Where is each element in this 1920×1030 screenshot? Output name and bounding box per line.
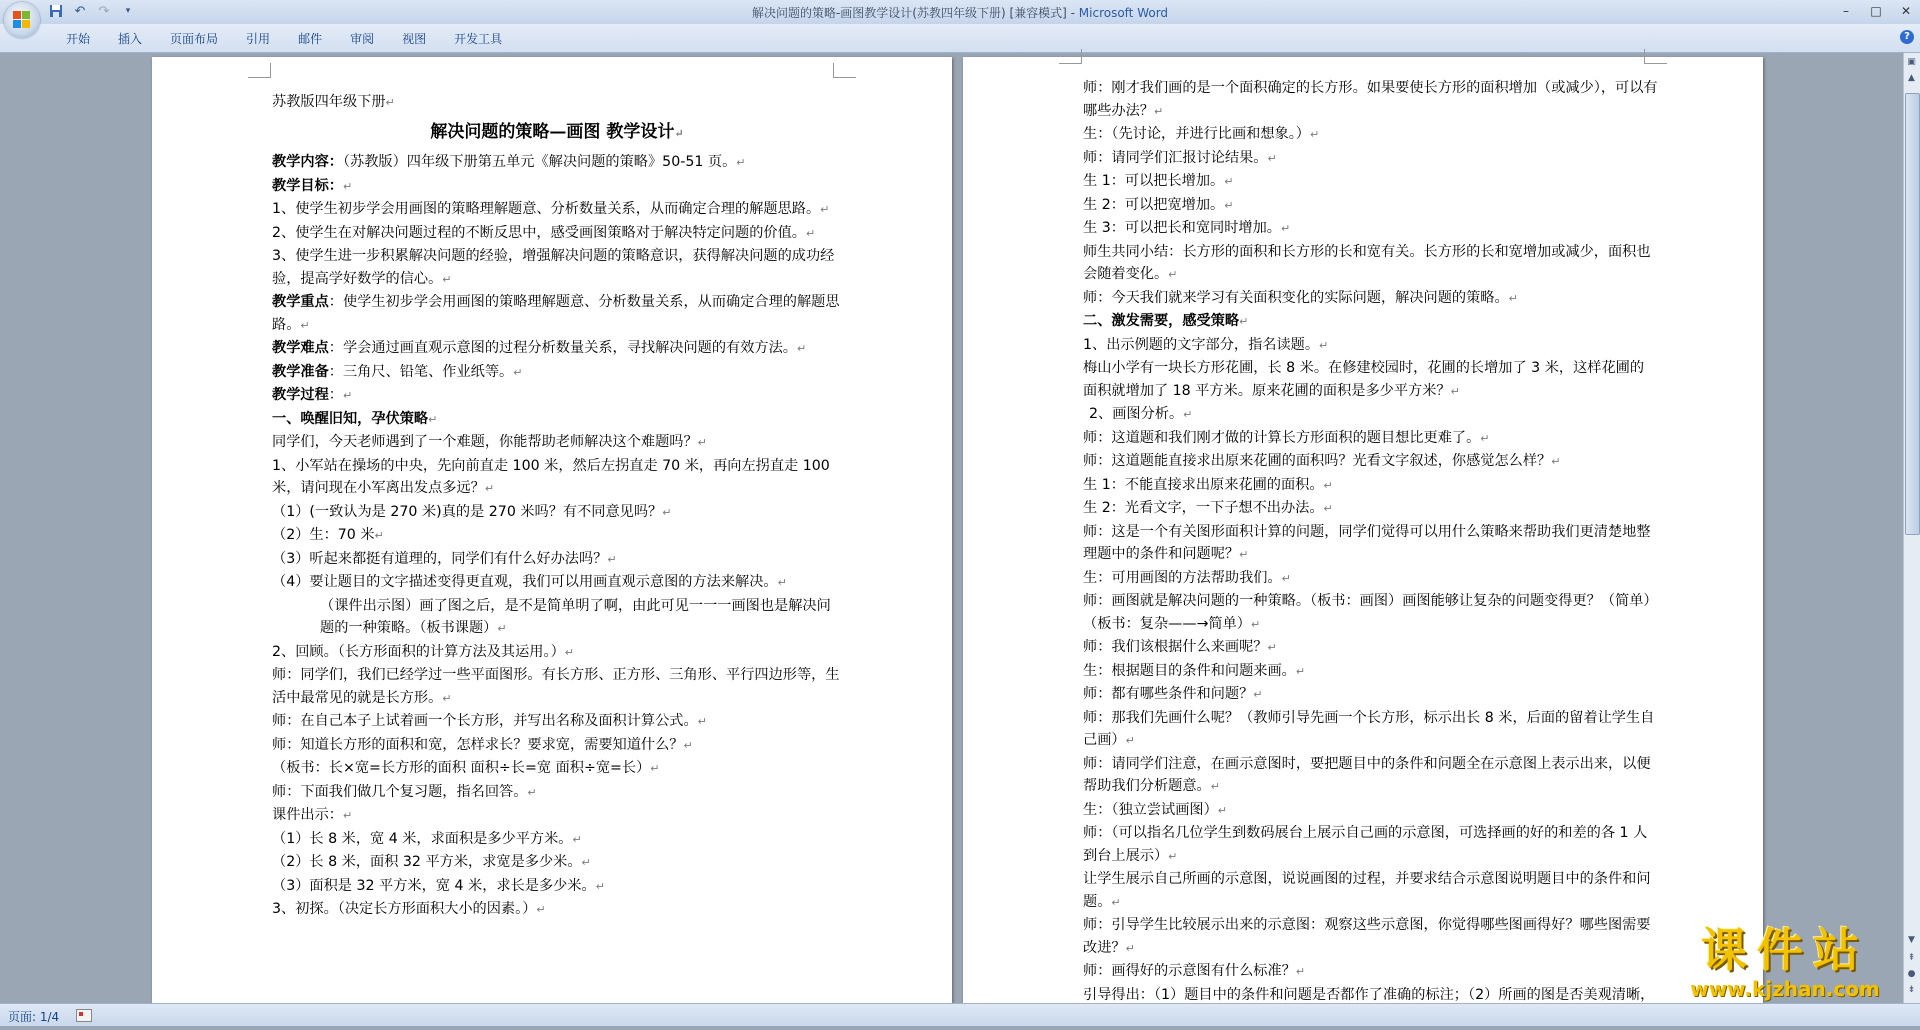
next-page-icon[interactable]: ⇟ xyxy=(1907,985,1916,995)
paragraph-bold-text: 教学重点 xyxy=(272,294,329,310)
paragraph xyxy=(272,291,842,337)
paragraph-text: 2、回顾。（长方形面积的计算方法及其运用。） xyxy=(272,643,565,660)
paragraph xyxy=(272,757,842,781)
paragraph-text: 生：可用画图的方法帮助我们。 xyxy=(1083,569,1282,586)
paragraph xyxy=(272,151,842,175)
paragraph-text: 师：下面我们做几个复习题，指名回答。 xyxy=(272,783,528,800)
paragraph-text: 生：（独立尝试画图） xyxy=(1083,801,1218,818)
paragraph-bold-text: 教学目标： xyxy=(272,177,343,194)
paragraph-text: ：三角尺、铅笔、作业纸等。 xyxy=(328,363,514,380)
paragraph-text: （课件出示图）画了图之后，是不是简单明了啊，由此可见一一一画图也是解决问题的一种策略。（板书课题） xyxy=(320,597,831,636)
paragraph-text: 1、出示例题的文字部分，指名读题。 xyxy=(1083,336,1320,353)
paragraph-bold-text: 教学过程 xyxy=(272,387,329,403)
paragraph-bold-text: 教学难点 xyxy=(272,340,329,356)
paragraph-text: 师：（可以指名几位学生到数码展台上展示自己画的示意图，可选择画的好的和差的各 1 人到台上展示） xyxy=(1083,825,1648,864)
paragraph xyxy=(1083,194,1658,218)
document-title-heading: 解决问题的策略—画图 教学设计↵ xyxy=(430,121,684,142)
paragraph-mark-icon: ↵ xyxy=(1125,734,1135,747)
paragraph-text: 让学生展示自己所画的示意图，说说画图的过程，并要求结合示意图说明题目中的条件和问题。 xyxy=(1083,871,1651,910)
tab-mailings[interactable]: 邮件 xyxy=(298,32,323,46)
paragraph-text: 生 1：不能直接求出原来花圃的面积。 xyxy=(1083,476,1324,493)
maximize-icon[interactable]: □ xyxy=(1870,4,1882,18)
paragraph-text: 生：根据题目的条件和问题来画。 xyxy=(1083,662,1296,679)
paragraph xyxy=(1083,357,1658,403)
paragraph-mark-icon: ↵ xyxy=(662,505,672,519)
paragraph-mark-icon: ↵ xyxy=(1450,384,1460,398)
app-name: Microsoft Word xyxy=(1078,6,1169,20)
paragraph-mark-icon: ↵ xyxy=(1224,175,1234,188)
paragraph-text: 2、使学生在对解决问题过程的不断反思中，感受画图策略对于解决特定问题的价值。 xyxy=(272,224,806,241)
watermark-url: www.kjzhan.com xyxy=(1690,977,1880,1001)
document-area xyxy=(0,53,1904,1003)
paragraph xyxy=(272,898,842,922)
paragraph xyxy=(1083,217,1658,241)
paragraph-text: ： xyxy=(328,387,343,403)
paragraph-text: （2）生：70 米 xyxy=(272,527,375,543)
paragraph-mark-icon: ↵ xyxy=(1224,198,1234,212)
paragraph xyxy=(1083,799,1658,823)
paragraph xyxy=(272,804,842,828)
undo-icon[interactable]: ↶ xyxy=(74,3,86,19)
paragraph-mark-icon: ↵ xyxy=(796,342,807,355)
paragraph xyxy=(272,710,842,734)
paragraph xyxy=(1083,147,1658,171)
paragraph-text: 生 1：可以把长增加。 xyxy=(1083,173,1225,189)
previous-page-icon[interactable]: ⇞ xyxy=(1907,953,1916,963)
paragraph-text: 师：画图就是解决问题的一种策略。（板书：画图）画图能够让复杂的问题变得更？（简单）（板书：复杂——→简单） xyxy=(1083,593,1658,632)
paragraph-text: 师：刚才我们画的是一个面积确定的长方形。如果要使长方形的面积增加（或减少），可以有哪些办法？ xyxy=(1083,80,1658,119)
paragraph xyxy=(272,875,842,899)
paragraph-mark-icon: ↵ xyxy=(1168,849,1178,863)
paragraph-mark-icon: ↵ xyxy=(697,715,707,728)
paragraph-text: 师：同学们，我们已经学过一些平面图形。有长方形、正方形、三角形、平行四边形等，生活中最常见的就是长方形。 xyxy=(272,667,840,706)
paragraph-mark-icon: ↵ xyxy=(820,203,830,216)
paragraph-mark-icon: ↵ xyxy=(1281,571,1291,585)
scrollbar-thumb[interactable] xyxy=(1905,93,1920,535)
paragraph xyxy=(272,781,842,805)
paragraph-mark-icon: ↵ xyxy=(1217,803,1227,817)
paragraph-text: 师：这道题和我们刚才做的计算长方形面积的题目想比更难了。 xyxy=(1083,429,1481,446)
select-browse-object-icon[interactable]: ● xyxy=(1907,969,1916,979)
paragraph-mark-icon: ↵ xyxy=(607,552,617,566)
paragraph-text: 师：引导学生比较展示出来的示意图：观察这些示意图，你觉得哪些图画得好？哪些图需要改进？ xyxy=(1083,917,1651,956)
paragraph-bold-text: 教学内容： xyxy=(272,154,343,170)
ribbon xyxy=(0,24,1920,53)
paragraph-text: ：使学生初步学会用画图的策略理解题意、分析数量关系，从而确定合理的解题思路。 xyxy=(272,294,840,333)
paragraph-mark-icon: ↵ xyxy=(650,762,660,775)
paragraph-mark-icon: ↵ xyxy=(527,785,537,799)
vertical-scrollbar[interactable] xyxy=(1903,53,1920,1003)
paragraph-mark-icon: ↵ xyxy=(1168,268,1178,281)
paragraph-text: 师：画得好的示意图有什么标准？ xyxy=(1083,963,1296,979)
paragraph-mark-icon: ↵ xyxy=(497,622,507,635)
paragraph-mark-icon: ↵ xyxy=(595,879,605,893)
customize-icon[interactable]: ▾ xyxy=(125,6,131,16)
page-1-paragraphs xyxy=(272,151,842,922)
paragraph-mark-icon: ↵ xyxy=(428,412,438,426)
paragraph xyxy=(1083,450,1658,474)
paragraph-text: 师：这是一个有关图形面积计算的问题，同学们觉得可以用什么策略来帮助我们更清楚地整理题中的条件和问题呢？ xyxy=(1083,523,1651,562)
tab-references[interactable]: 引用 xyxy=(246,32,271,46)
paragraph xyxy=(272,455,842,501)
margin-corner-mark xyxy=(1059,49,1082,64)
document-header: 苏教版四年级下册↵ xyxy=(272,94,395,110)
paragraph xyxy=(1083,707,1658,753)
page-2-content xyxy=(1083,77,1658,1030)
paragraph-mark-icon: ↵ xyxy=(1239,548,1249,561)
window-title xyxy=(0,4,1920,21)
paragraph-mark-icon: ↵ xyxy=(777,576,787,589)
paragraph-mark-icon: ↵ xyxy=(1111,895,1121,909)
paragraph xyxy=(272,175,842,199)
paragraph-mark-icon: ↵ xyxy=(513,365,523,379)
paragraph xyxy=(272,245,842,291)
paragraph-mark-icon: ↵ xyxy=(1508,291,1518,305)
paragraph-mark-icon: ↵ xyxy=(1153,104,1164,118)
paragraph xyxy=(1083,683,1658,707)
paragraph xyxy=(1083,567,1658,591)
paragraph-text: 生 2：光看文字，一下子想不出办法。 xyxy=(1083,500,1324,516)
paragraph xyxy=(272,501,842,525)
paragraph-mark-icon: ↵ xyxy=(1323,478,1333,492)
paragraph-text: 师：都有哪些条件和问题？ xyxy=(1083,686,1254,702)
paragraph-mark-icon: ↵ xyxy=(1295,965,1306,978)
paragraph-text: 2、画图分析。 xyxy=(1089,406,1184,422)
paragraph-mark-icon: ↵ xyxy=(1310,128,1320,141)
paragraph-mark-icon: ↵ xyxy=(1125,941,1135,955)
paragraph-bold-text: 一、唤醒旧知，孕伏策略 xyxy=(272,410,429,427)
margin-corner-mark xyxy=(833,63,856,78)
paragraph-mark-icon: ↵ xyxy=(1250,617,1261,631)
paragraph-mark-icon: ↵ xyxy=(442,272,452,286)
paragraph xyxy=(272,384,842,408)
paragraph-text: （板书：长×宽=长方形的面积 面积÷长=宽 面积÷宽=长） xyxy=(272,760,651,776)
scroll-down-icon[interactable]: ▼ xyxy=(1908,935,1915,945)
paragraph-text: 师：请同学们注意，在画示意图时，要把题目中的条件和问题全在示意图上表示出来，以便帮助我们分析题意。 xyxy=(1083,755,1651,794)
paragraph xyxy=(272,222,842,246)
paragraph-mark-icon: ↵ xyxy=(564,645,574,659)
page-2-paragraphs xyxy=(1083,77,1658,1030)
ribbon-tabs xyxy=(52,30,516,48)
tab-view[interactable]: 视图 xyxy=(402,32,427,46)
paragraph xyxy=(1083,636,1658,660)
paragraph-text: 引导得出：（1）题目中的条件和问题是否都作了准确的标注；（2）所画的图是否美观清晰， xyxy=(1083,986,1655,1003)
paragraph-mark-icon: ↵ xyxy=(1253,688,1263,701)
ruler-toggle-icon[interactable]: ▣ xyxy=(1907,57,1916,67)
paragraph-text: 3、使学生进一步积累解决问题的经验，增强解决问题的策略意识，获得解决问题的成功经验，提高学好数学的信心。 xyxy=(272,248,835,287)
paragraph-mark-icon: ↵ xyxy=(342,179,353,193)
paragraph-mark-icon: ↵ xyxy=(581,856,591,869)
page-count-status[interactable]: 页面: 1/4 xyxy=(8,1010,60,1024)
redo-icon[interactable]: ↷ xyxy=(98,3,110,19)
paragraph xyxy=(272,337,842,361)
paragraph-mark-icon: ↵ xyxy=(300,318,310,332)
paragraph-text: 3、初探。（决定长方形面积大小的因素。） xyxy=(272,901,537,917)
help-icon[interactable]: ? xyxy=(1900,30,1914,44)
window-controls xyxy=(1838,3,1914,19)
document-title: 解决问题的策略-画图教学设计(苏教四年级下册) [兼容模式] - xyxy=(751,6,1079,20)
paragraph xyxy=(1083,521,1658,567)
paragraph-text: （1）长 8 米，宽 4 米，求面积是多少平方米。 xyxy=(272,830,573,847)
paragraph-mark-icon: ↵ xyxy=(1295,664,1306,678)
paragraph-text: 师：那我们先画什么呢？（教师引导先画一个长方形，标示出长 8 米，后面的留着让学生自己画） xyxy=(1083,709,1655,748)
paragraph-text: 师：今天我们就来学习有关面积变化的实际问题，解决问题的策略。 xyxy=(1083,289,1509,306)
page-1-content xyxy=(272,91,842,922)
paragraph-mark-icon: ↵ xyxy=(1267,641,1277,654)
paragraph xyxy=(1083,753,1658,799)
paragraph-mark-icon: ↵ xyxy=(572,832,582,846)
paragraph-mark-icon: ↵ xyxy=(374,529,384,542)
paragraph-mark-icon: ↵ xyxy=(1480,431,1490,445)
office-logo-icon xyxy=(13,11,31,29)
close-icon[interactable]: ✕ xyxy=(1900,4,1912,18)
minimize-icon[interactable]: – xyxy=(1843,4,1849,18)
paragraph-text: （苏教版）四年级下册第五单元《解决问题的策略》50-51 页。 xyxy=(342,154,737,170)
paragraph-mark-icon: ↵ xyxy=(683,738,693,752)
paragraph xyxy=(1083,497,1658,521)
paragraph xyxy=(1083,474,1658,498)
paragraph-mark-icon: ↵ xyxy=(1551,455,1561,468)
paragraph xyxy=(1083,334,1658,358)
paragraph xyxy=(272,571,842,595)
paragraph xyxy=(1083,170,1658,194)
tab-review[interactable]: 审阅 xyxy=(350,32,375,46)
paragraph-mark-icon: ↵ xyxy=(1239,315,1249,328)
scroll-up-icon[interactable]: ▲ xyxy=(1908,73,1915,83)
paragraph-mark-icon: ↵ xyxy=(442,691,452,705)
paragraph-mark-icon: ↵ xyxy=(342,389,353,402)
title-bar xyxy=(0,0,1920,24)
paragraph xyxy=(1083,960,1658,984)
paragraph-text: 生 2：可以把宽增加。 xyxy=(1083,196,1225,213)
paragraph-text: 师：在自己本子上试着画一个长方形，并写出名称及面积计算公式。 xyxy=(272,713,698,729)
paragraph xyxy=(272,851,842,875)
paragraph xyxy=(272,431,842,455)
tab-home[interactable]: 开始 xyxy=(66,32,91,46)
paragraph-bold-text: 二、激发需要，感受策略 xyxy=(1083,313,1240,329)
paragraph xyxy=(272,641,842,665)
paragraph xyxy=(272,524,842,548)
paragraph xyxy=(272,595,842,641)
paragraph xyxy=(1083,241,1658,287)
paragraph-text: 师：请同学们汇报讨论结果。 xyxy=(1083,149,1268,166)
proofing-icon[interactable] xyxy=(76,1009,92,1022)
office-button[interactable] xyxy=(4,2,40,38)
paragraph xyxy=(272,828,842,852)
paragraph xyxy=(1083,123,1658,147)
paragraph-mark-icon: ↵ xyxy=(1319,338,1329,352)
paragraph-mark-icon: ↵ xyxy=(805,226,816,240)
paragraph-mark-icon: ↵ xyxy=(1267,151,1277,165)
paragraph-text: 师：知道长方形的面积和宽，怎样求长？要求宽，需要知道什么？ xyxy=(272,736,684,753)
paragraph-text: （3）听起来都挺有道理的，同学们有什么好办法吗？ xyxy=(272,550,608,567)
paragraph-text: （1）(一致认为是 270 米)真的是 270 米吗？有不同意见吗？ xyxy=(272,503,663,520)
page-2[interactable] xyxy=(963,57,1763,1003)
paragraph xyxy=(272,664,842,710)
paragraph-mark-icon: ↵ xyxy=(484,482,495,495)
paragraph-text: 课件出示： xyxy=(272,807,343,823)
tab-developer[interactable]: 开发工具 xyxy=(454,32,503,46)
paragraph xyxy=(1083,868,1658,914)
paragraph xyxy=(1083,77,1658,123)
paragraph-text: 梅山小学有一块长方形花圃，长 8 米。在修建校园时，花圃的长增加了 3 米，这样花圃的面积就增加了 18 平方米。原来花圃的面积是多少平方米？ xyxy=(1083,360,1645,399)
paragraph xyxy=(272,361,842,385)
paragraph-mark-icon: ↵ xyxy=(536,903,546,916)
paragraph xyxy=(1083,310,1658,334)
paragraph-mark-icon: ↵ xyxy=(736,156,746,169)
paragraph-text: 1、小军站在操场的中央，先向前直走 100 米，然后左拐直走 70 米，再向左拐直走 100 米，请问现在小军离出发点多远？ xyxy=(272,457,830,496)
paragraph-bold-text: 教学准备 xyxy=(272,363,329,380)
tab-insert[interactable]: 插入 xyxy=(118,32,143,46)
paragraph-text: （4）要让题目的文字描述变得更直观，我们可以用画直观示意图的方法来解决。 xyxy=(272,574,778,590)
paragraph-text: （2）长 8 米，面积 32 平方米，求宽是多少米。 xyxy=(272,854,582,870)
paragraph-text: （3）面积是 32 平方米，宽 4 米，求长是多少米。 xyxy=(272,877,596,894)
page-1[interactable] xyxy=(152,57,952,1003)
margin-corner-mark xyxy=(1644,49,1667,64)
paragraph-text: 生 3：可以把长和宽同时增加。 xyxy=(1083,220,1281,236)
kjzhan-watermark-logo xyxy=(1670,922,1900,1006)
paragraph-text: 师：这道题能直接求出原来花圃的面积吗？光看文字叙述，你感觉怎么样？ xyxy=(1083,453,1552,469)
paragraph xyxy=(272,408,842,432)
paragraph-text: 生：（先讨论，并进行比画和想象。） xyxy=(1083,126,1310,142)
paragraph xyxy=(1083,660,1658,684)
paragraph-text: ：学会通过画直观示意图的过程分析数量关系，寻找解决问题的有效方法。 xyxy=(328,340,797,356)
paragraph-mark-icon: ↵ xyxy=(1280,222,1291,235)
paragraph xyxy=(272,548,842,572)
paragraph-mark-icon: ↵ xyxy=(1323,502,1333,515)
paragraph xyxy=(1083,427,1658,451)
watermark-text: 课件站 xyxy=(1701,923,1869,977)
paragraph-mark-icon: ↵ xyxy=(1183,408,1193,421)
status-bar xyxy=(0,1003,1920,1026)
paragraph xyxy=(1083,914,1658,960)
paragraph xyxy=(1083,822,1658,868)
paragraph-text: 同学们，今天老师遇到了一个难题，你能帮助老师解决这个难题吗？ xyxy=(272,434,698,450)
paragraph xyxy=(1083,287,1658,311)
paragraph-text: 1、使学生初步学会用画图的策略理解题意、分析数量关系，从而确定合理的解题思路。 xyxy=(272,201,821,217)
margin-corner-mark xyxy=(248,63,271,78)
paragraph-mark-icon: ↵ xyxy=(697,436,707,449)
paragraph xyxy=(1083,590,1658,636)
paragraph-mark-icon: ↵ xyxy=(342,809,353,822)
tab-page-layout[interactable]: 页面布局 xyxy=(170,32,219,46)
paragraph-text: 师：我们该根据什么来画呢？ xyxy=(1083,639,1268,655)
paragraph xyxy=(1083,403,1658,427)
paragraph xyxy=(272,198,842,222)
paragraph xyxy=(272,734,842,758)
paragraph-mark-icon: ↵ xyxy=(1210,780,1220,793)
paragraph-text: 师生共同小结：长方形的面积和长方形的长和宽有关。长方形的长和宽增加或减少，面积也会随着变化。 xyxy=(1083,243,1651,282)
